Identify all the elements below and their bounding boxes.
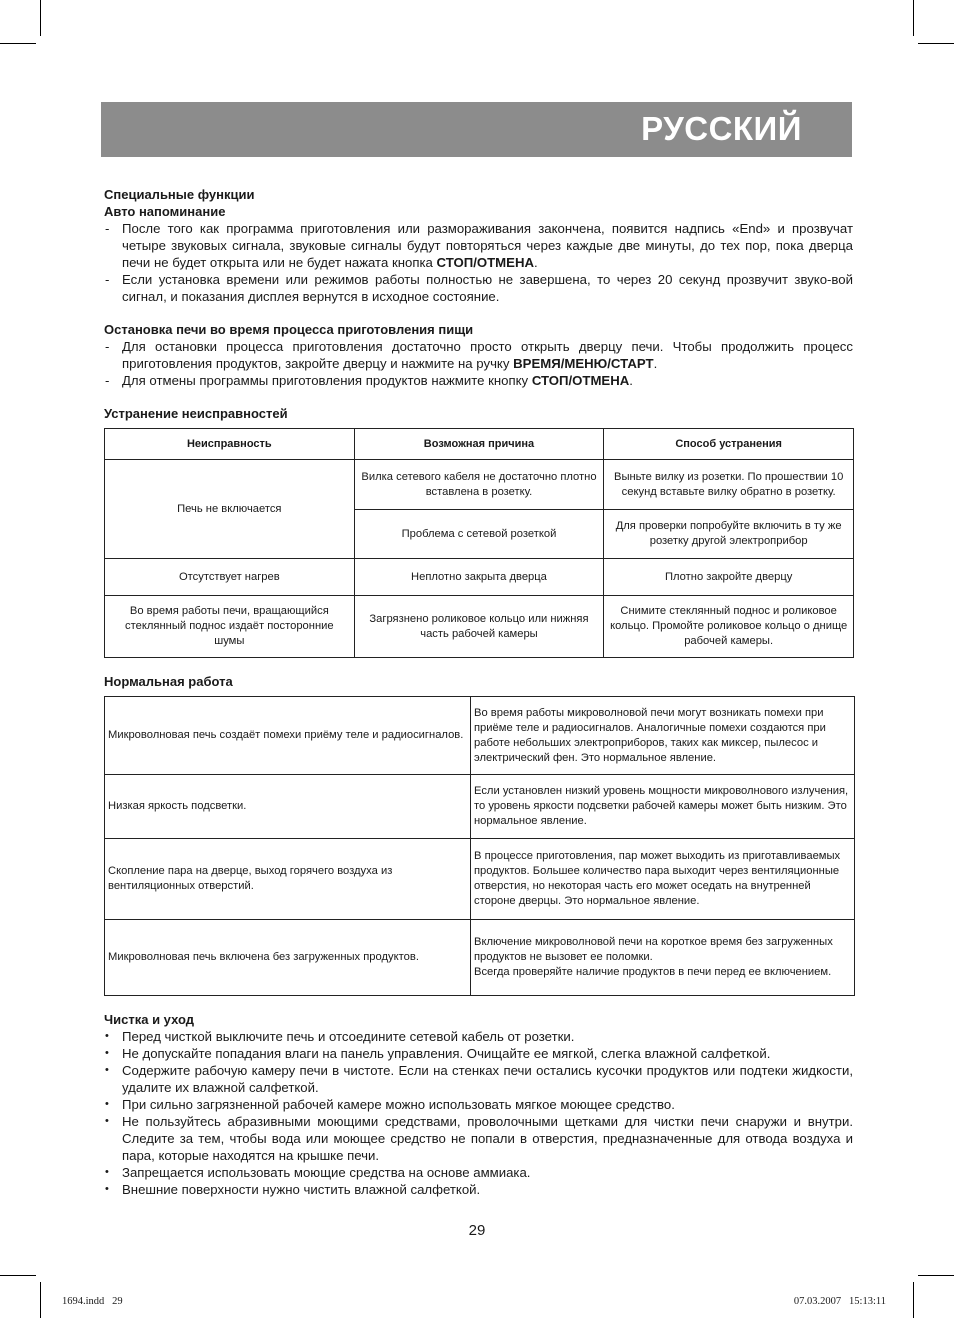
stop-list [104, 338, 853, 389]
list-item: - Для отмены программы приготовления продуктов нажмите кнопку СТОП/ОТМЕНА. [104, 372, 853, 389]
table-row [105, 775, 855, 839]
list-item: • Содержите рабочую камеру печи в чистоте. Если на стенках печи остались кусочки продуктов или подтеки жидкости, удалите их влажной салфеткой. [104, 1062, 853, 1096]
table-cell: Проблема с сетевой розеткой [354, 510, 604, 559]
table-cell: Отсутствует нагрев [105, 559, 355, 596]
table-cell: Низкая яркость подсветки. [105, 775, 471, 839]
crop-mark [913, 1282, 914, 1318]
main-content [104, 186, 853, 1198]
list-item: • Перед чисткой выключите печь и отсоедините сетевой кабель от розетки. [104, 1028, 853, 1045]
troubleshooting-table [104, 428, 854, 658]
table-header-row [105, 429, 854, 460]
cleaning-list [104, 1028, 853, 1198]
table-cell: Вилка сетевого кабеля не достаточно плотно вставлена в розетку. [354, 460, 604, 510]
table-row [105, 920, 855, 996]
section-heading: Нормальная работа [104, 674, 233, 689]
table-row [105, 839, 855, 920]
file-slug: 1694.indd 29 [62, 1296, 123, 1307]
table-cell: Во время работы микроволновой печи могут возникать помехи при приёме теле и радиосигналов. Аналогичные помехи создаются при работе небольших электроприборов, таких как миксер, пылесос и электрический фен. Это нормальное явление. [471, 697, 855, 775]
table-cell: Микроволновая печь создаёт помехи приёму теле и радиосигналов. [105, 697, 471, 775]
section-heading: Остановка печи во время процесса приготовления пищи [104, 322, 474, 337]
table-cell: Для проверки попробуйте включить в ту же розетку другой электроприбор [604, 510, 854, 559]
list-item: • При сильно загрязненной рабочей камере можно использовать мягкое моющее средство. [104, 1096, 853, 1113]
language-banner [101, 102, 852, 157]
table-cell: Скопление пара на дверце, выход горячего воздуха из вентиляционных отверстий. [105, 839, 471, 920]
table-row [105, 596, 854, 658]
crop-mark [918, 1275, 954, 1276]
section-heading: Устранение неисправностей [104, 406, 288, 421]
list-item: • Не допускайте попадания влаги на панель управления. Очищайте ее мягкой, слегка влажной салфеткой. [104, 1045, 853, 1062]
table-cell: Снимите стеклянный поднос и роликовое кольцо. Промойте роликовое кольцо о днище рабочей камеры. [604, 596, 854, 658]
list-item: • Внешние поверхности нужно чистить влажной салфеткой. [104, 1181, 853, 1198]
list-item: - Если установка времени или режимов работы полностью не завершена, то через 20 секунд прозвучит звуко-вой сигнал, и показания дисплея вернутся в исходное состояние. [104, 271, 853, 305]
section-heading: Чистка и уход [104, 1012, 194, 1027]
table-cell: Плотно закройте дверцу [604, 559, 854, 596]
table-cell: Включение микроволновой печи на короткое время без загруженных продуктов не вызовет ее поломки. Всегда проверяйте наличие продуктов в печи перед ее включением. [471, 920, 855, 996]
section-heading: Специальные функции [104, 187, 255, 202]
auto-reminder-list [104, 220, 853, 305]
normal-operation-table [104, 696, 855, 996]
list-item: - После того как программа приготовления или размораживания закончена, появится надпись «End» и прозвучат четыре звуковых сигнала, звуковые сигналы будут повторяться через каждые две минуты, до тех пор, пока дверца печи не будет открыта или не будет нажата кнопка СТОП/ОТМЕНА. [104, 220, 853, 271]
crop-mark [0, 43, 36, 44]
table-cell: Печь не включается [105, 460, 355, 559]
date-slug: 07.03.2007 15:13:11 [793, 1296, 886, 1307]
page-title: РУССКИЙ [641, 110, 802, 147]
column-header: Способ устранения [604, 429, 854, 460]
table-cell: В процессе приготовления, пар может выходить из приготавливаемых продуктов. Большее количество пара выходит через вентиляционные отверстия, но некоторая часть его может оседать на внутренней стороне дверцы. Это нормальное явление. [471, 839, 855, 920]
table-cell: Если установлен низкий уровень мощности микроволнового излучения, то уровень яркости подсветки рабочей камеры может быть низким. Это нормальное явление. [471, 775, 855, 839]
list-item: - Для остановки процесса приготовления достаточно просто открыть дверцу печи. Чтобы продолжить процесс приготовления продуктов, закройте дверцу и нажмите на ручку ВРЕМЯ/МЕНЮ/СТАРТ. [104, 338, 853, 372]
table-cell: Выньте вилку из розетки. По прошествии 10 секунд вставьте вилку обратно в розетку. [604, 460, 854, 510]
list-item: • Запрещается использовать моющие средства на основе аммиака. [104, 1164, 853, 1181]
page-number: 29 [468, 1222, 486, 1239]
crop-mark [0, 1275, 36, 1276]
subsection-heading: Авто напоминание [104, 204, 226, 219]
table-cell: Микроволновая печь включена без загруженных продуктов. [105, 920, 471, 996]
crop-mark [40, 1282, 41, 1318]
column-header: Неисправность [105, 429, 355, 460]
table-row [105, 697, 855, 775]
crop-mark [913, 0, 914, 36]
crop-mark [918, 43, 954, 44]
table-cell: Загрязнено роликовое кольцо или нижняя часть рабочей камеры [354, 596, 604, 658]
table-cell: Во время работы печи, вращающийся стеклянный поднос издаёт посторонние шумы [105, 596, 355, 658]
table-cell: Неплотно закрыта дверца [354, 559, 604, 596]
column-header: Возможная причина [354, 429, 604, 460]
table-row [105, 460, 854, 510]
crop-mark [40, 0, 41, 36]
list-item: • Не пользуйтесь абразивными моющими средствами, проволочными щетками для чистки печи снаружи и внутри. Следите за тем, чтобы вода или моющее средство не попали в отверстия, предназначенные для отвода воздуха и пара, которые находятся на крышке печи. [104, 1113, 853, 1164]
table-row [105, 559, 854, 596]
